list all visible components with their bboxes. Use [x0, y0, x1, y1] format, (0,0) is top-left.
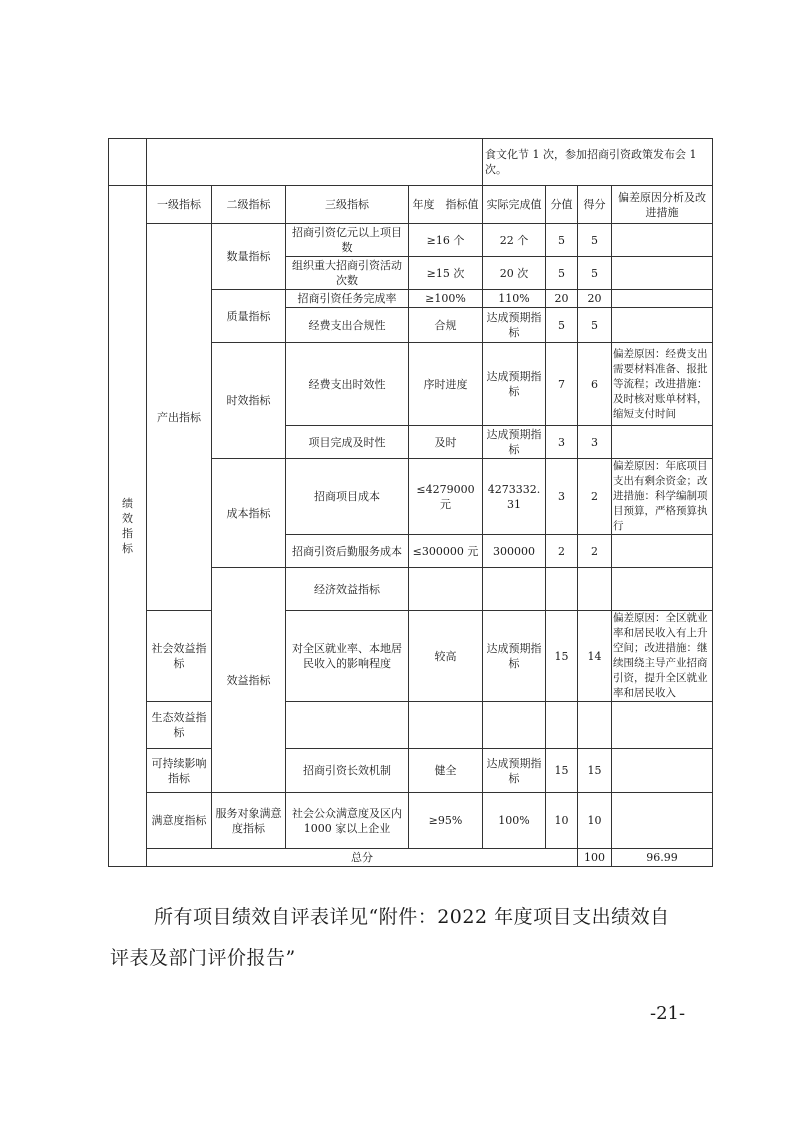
blank-cell — [147, 139, 483, 186]
indicator-score: 3 — [578, 426, 612, 459]
indicator-score: 2 — [578, 535, 612, 568]
table-row — [109, 611, 713, 702]
indicator-weight: 3 — [546, 459, 578, 535]
header-actual: 实际完成值 — [483, 186, 546, 224]
indicator-target: 健全 — [409, 749, 483, 793]
header-note: 偏差原因分析及改进措施 — [612, 186, 713, 224]
indicator-note — [612, 257, 713, 290]
indicator-name: 组织重大招商引资活动次数 — [286, 257, 409, 290]
indicator-name: 招商引资长效机制 — [286, 749, 409, 793]
indicator-score: 15 — [578, 749, 612, 793]
blank-cell — [546, 702, 578, 749]
indicator-actual: 300000 — [483, 535, 546, 568]
indicator-note — [612, 793, 713, 849]
indicator-actual: 达成预期指标 — [483, 749, 546, 793]
level2-ecological: 生态效益指标 — [147, 702, 212, 749]
indicator-weight: 3 — [546, 426, 578, 459]
indicator-weight: 15 — [546, 749, 578, 793]
indicator-target: ≥15 次 — [409, 257, 483, 290]
top-row-note: 食文化节 1 次，参加招商引资政策发布会 1 次。 — [483, 139, 713, 186]
indicator-target: 合规 — [409, 308, 483, 343]
header-level3: 三级指标 — [286, 186, 409, 224]
blank-cell — [578, 568, 612, 611]
indicator-score: 20 — [578, 290, 612, 308]
indicator-actual: 达成预期指标 — [483, 611, 546, 702]
indicator-target: ≥16 个 — [409, 224, 483, 257]
section-label: 绩效指标 — [109, 186, 147, 867]
total-label: 总分 — [147, 849, 578, 867]
header-weight: 分值 — [546, 186, 578, 224]
indicator-weight: 5 — [546, 224, 578, 257]
indicator-name: 社会公众满意度及区内 1000 家以上企业 — [286, 793, 409, 849]
level1-satisfaction: 满意度指标 — [147, 793, 212, 849]
indicator-name: 招商项目成本 — [286, 459, 409, 535]
indicator-weight: 20 — [546, 290, 578, 308]
indicator-actual: 达成预期指标 — [483, 308, 546, 343]
level2-sustainable: 可持续影响指标 — [147, 749, 212, 793]
level1-benefit: 效益指标 — [212, 568, 286, 793]
header-target: 年度 指标值 — [409, 186, 483, 224]
blank-cell — [578, 702, 612, 749]
indicator-note — [612, 426, 713, 459]
level2-quality: 质量指标 — [212, 290, 286, 343]
indicator-actual: 20 次 — [483, 257, 546, 290]
total-weight: 100 — [578, 849, 612, 867]
summary-paragraph-line2: 评表及部门评价报告” — [110, 947, 296, 969]
indicator-actual: 达成预期指标 — [483, 426, 546, 459]
indicator-note: 偏差原因：经费支出需要材料准备、报批等流程；改进措施：及时核对账单材料，缩短支付时间 — [612, 343, 713, 426]
indicator-target: ≥95% — [409, 793, 483, 849]
header-level2: 二级指标 — [212, 186, 286, 224]
indicator-target: 序时进度 — [409, 343, 483, 426]
level2-social: 社会效益指标 — [147, 611, 212, 702]
indicator-target: ≤4279000 元 — [409, 459, 483, 535]
table-row — [109, 793, 713, 849]
indicator-weight: 5 — [546, 308, 578, 343]
indicator-target: 较高 — [409, 611, 483, 702]
indicator-weight: 5 — [546, 257, 578, 290]
indicator-actual: 4273332.31 — [483, 459, 546, 535]
total-row — [109, 849, 713, 867]
indicator-actual: 110% — [483, 290, 546, 308]
table-row — [109, 139, 713, 186]
performance-table — [108, 138, 713, 867]
indicator-actual: 达成预期指标 — [483, 343, 546, 426]
indicator-note: 偏差原因：全区就业率和居民收入有上升空间；改进措施：继续围绕主导产业招商引资，提升全区就业率和居民收入 — [612, 611, 713, 702]
blank-cell — [483, 568, 546, 611]
indicator-score: 10 — [578, 793, 612, 849]
blank-cell — [409, 568, 483, 611]
level2-quantity: 数量指标 — [212, 224, 286, 290]
level2-service: 服务对象满意度指标 — [212, 793, 286, 849]
indicator-target: ≤300000 元 — [409, 535, 483, 568]
indicator-name: 招商引资亿元以上项目数 — [286, 224, 409, 257]
indicator-target: 及时 — [409, 426, 483, 459]
indicator-note — [612, 308, 713, 343]
header-level1: 一级指标 — [147, 186, 212, 224]
total-score: 96.99 — [612, 849, 713, 867]
indicator-score: 5 — [578, 224, 612, 257]
indicator-name: 经费支出时效性 — [286, 343, 409, 426]
indicator-actual: 100% — [483, 793, 546, 849]
indicator-note — [612, 535, 713, 568]
indicator-weight: 15 — [546, 611, 578, 702]
blank-cell — [612, 568, 713, 611]
indicator-note — [612, 224, 713, 257]
level1-output: 产出指标 — [147, 224, 212, 611]
indicator-score: 6 — [578, 343, 612, 426]
header-row — [109, 186, 713, 224]
blank-cell — [286, 702, 409, 749]
indicator-name: 招商引资后勤服务成本 — [286, 535, 409, 568]
indicator-name: 对全区就业率、本地居民收入的影响程度 — [286, 611, 409, 702]
blank-cell — [483, 702, 546, 749]
level2-economic: 经济效益指标 — [286, 568, 409, 611]
indicator-name: 项目完成及时性 — [286, 426, 409, 459]
indicator-score: 2 — [578, 459, 612, 535]
indicator-note — [612, 749, 713, 793]
indicator-score: 5 — [578, 257, 612, 290]
indicator-name: 招商引资任务完成率 — [286, 290, 409, 308]
header-score: 得分 — [578, 186, 612, 224]
blank-cell — [109, 139, 147, 186]
blank-cell — [409, 702, 483, 749]
summary-paragraph-line1: 所有项目绩效自评表详见“附件：2022 年度项目支出绩效自 — [154, 906, 670, 928]
indicator-weight: 10 — [546, 793, 578, 849]
indicator-note: 偏差原因：年底项目支出有剩余资金；改进措施：科学编制项目预算，严格预算执行 — [612, 459, 713, 535]
indicator-weight: 2 — [546, 535, 578, 568]
indicator-actual: 22 个 — [483, 224, 546, 257]
indicator-score: 14 — [578, 611, 612, 702]
table-row — [109, 224, 713, 257]
blank-cell — [546, 568, 578, 611]
indicator-note — [612, 290, 713, 308]
page-number: -21- — [650, 1003, 686, 1024]
level2-timeliness: 时效指标 — [212, 343, 286, 459]
level2-cost: 成本指标 — [212, 459, 286, 568]
indicator-score: 5 — [578, 308, 612, 343]
blank-cell — [612, 702, 713, 749]
table-row — [109, 749, 713, 793]
table-row — [109, 702, 713, 749]
indicator-name: 经费支出合规性 — [286, 308, 409, 343]
indicator-weight: 7 — [546, 343, 578, 426]
indicator-target: ≥100% — [409, 290, 483, 308]
